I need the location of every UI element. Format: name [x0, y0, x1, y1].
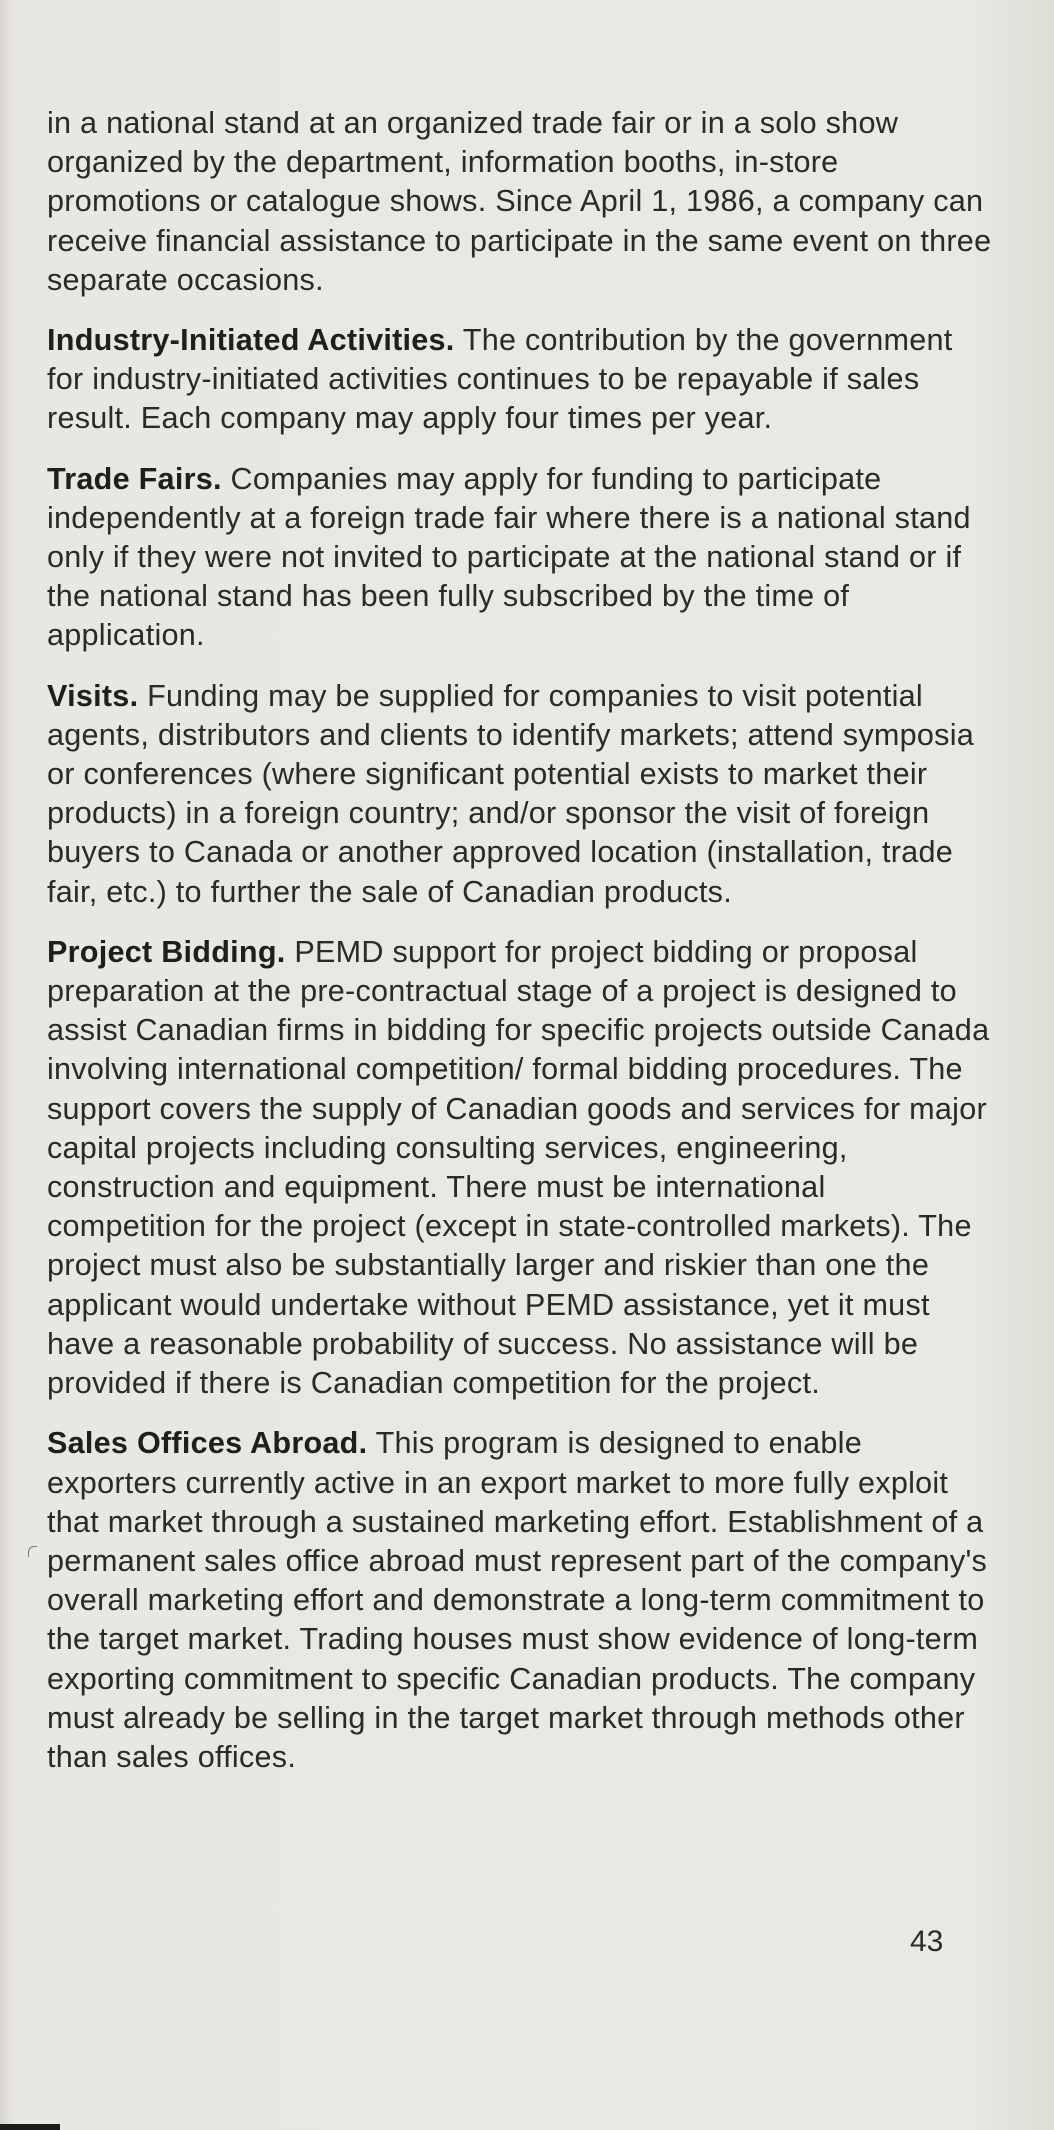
page-number: 43 — [910, 1925, 944, 1958]
section-heading: Project Bidding. — [47, 934, 286, 969]
section-heading: Trade Fairs. — [47, 461, 222, 496]
section-sales-offices-abroad — [47, 1424, 992, 1777]
section-body: This program is designed to enable exporters currently active in an export market to more fully exploit that market through a sustained marketing effort. Establishment of a permanent sales office abroad must represent part of the company's overall marketing effort and demonstrate a long-term commitment to the target market. Trading houses must show evidence of long-term exporting commitment to specific Canadian products. The company must already be selling in the target market through methods other than sales offices. — [47, 1426, 988, 1774]
section-heading: Industry-Initiated Activities. — [47, 323, 455, 358]
section-industry-initiated — [47, 321, 992, 439]
section-visits — [47, 677, 992, 912]
margin-mark — [28, 1546, 37, 1557]
section-body: PEMD support for project bidding or proposal preparation at the pre-contractual stage of a project is designed to assist Canadian firms in bidding for specific projects outside Canada involving international competition/ formal bidding procedures. The support covers the supply of Canadian goods and services for major capital projects including consulting services, engineering, construction and equipment. There must be international competition for the project (except in state-controlled markets). The project must also be substantially larger and riskier than one the applicant would undertake without PEMD assistance, yet it must have a reasonable probability of success. No assistance will be provided if there is Canadian competition for the project. — [47, 934, 990, 1401]
section-heading: Visits. — [47, 678, 139, 713]
scan-edge-mark — [0, 2124, 60, 2130]
page-body — [47, 104, 992, 1798]
section-body: Funding may be supplied for companies to visit potential agents, distributors and clients to identify markets; attend symposia or conferences (where significant potential exists to market their products) in a foreign country; and/or sponsor the visit of foreign buyers to Canada or another approved location (installation, trade fair, etc.) to further the sale of Canadian products. — [47, 678, 975, 909]
section-project-bidding — [47, 933, 992, 1403]
intro-paragraph: in a national stand at an organized trade fair or in a solo show organized by the department, information booths, in-store promotions or catalogue shows. Since April 1, 1986, a company can receive financial assistance to participate in the same event on three separate occasions. — [47, 106, 992, 297]
section-trade-fairs — [47, 460, 992, 656]
section-heading: Sales Offices Abroad. — [47, 1426, 368, 1461]
section-body: The contribution by the government for industry-initiated activities continues to be repayable if sales result. Each company may apply four times per year. — [47, 323, 953, 436]
section-body: Companies may apply for funding to participate independently at a foreign trade fair where there is a national stand only if they were not invited to participate at the national stand or if the national stand has been fully subscribed by the time of application. — [47, 461, 971, 653]
